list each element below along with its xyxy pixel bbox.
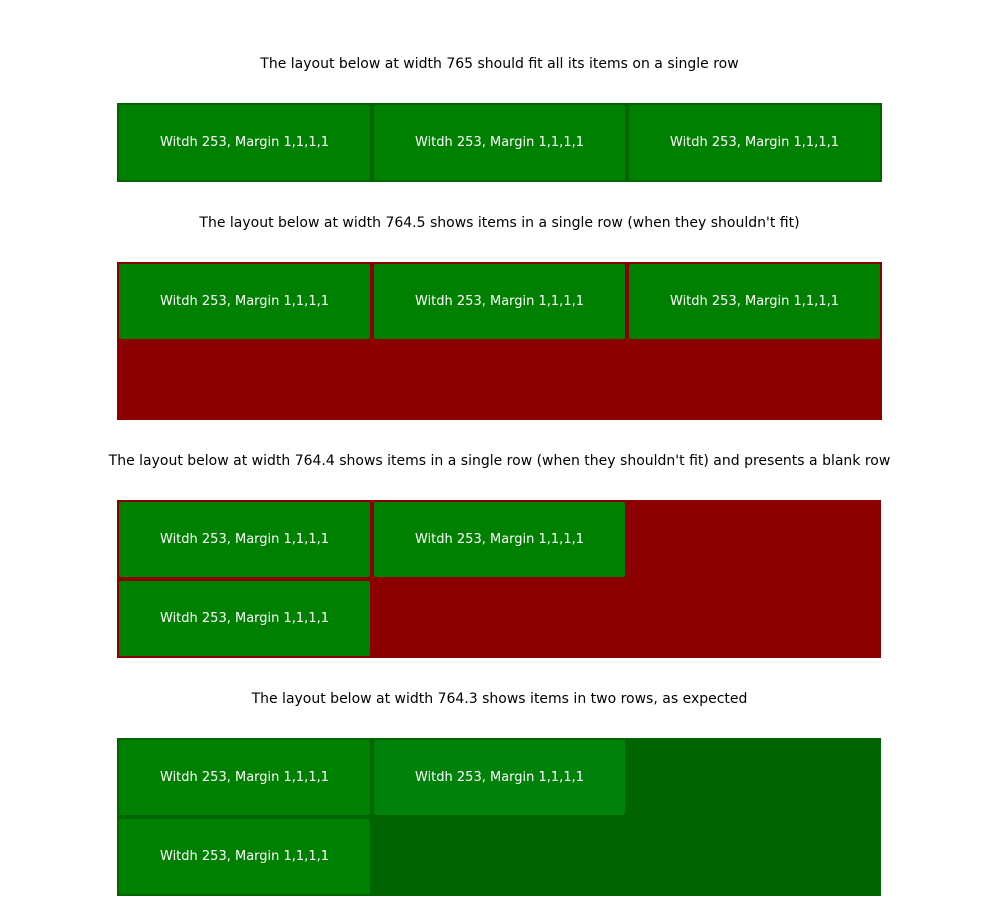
section-1-tile-3: Witdh 253, Margin 1,1,1,1 [629, 105, 880, 180]
section-2-caption: The layout below at width 764.5 shows items in a single row (when they shouldn't fit) [199, 215, 800, 231]
section-3-caption: The layout below at width 764.4 shows items in a single row (when they shouldn't fit) and presents a blank row [108, 453, 891, 469]
section-3-panel-bad [117, 500, 881, 658]
section-4-caption: The layout below at width 764.3 shows items in two rows, as expected [251, 691, 748, 707]
section-4-tile-2: Witdh 253, Margin 1,1,1,1 [374, 740, 625, 815]
section-1-tile-2: Witdh 253, Margin 1,1,1,1 [374, 105, 625, 180]
section-4-panel-ok [117, 738, 881, 896]
section-3-tile-1: Witdh 253, Margin 1,1,1,1 [119, 502, 370, 577]
section-3-tile-2: Witdh 253, Margin 1,1,1,1 [374, 502, 625, 577]
section-1-caption: The layout below at width 765 should fit all its items on a single row [260, 56, 739, 72]
section-1-tile-1: Witdh 253, Margin 1,1,1,1 [119, 105, 370, 180]
section-4-tile-1: Witdh 253, Margin 1,1,1,1 [119, 740, 370, 815]
section-2-tile-2: Witdh 253, Margin 1,1,1,1 [374, 264, 625, 339]
section-2-tile-1: Witdh 253, Margin 1,1,1,1 [119, 264, 370, 339]
section-3-tile-3: Witdh 253, Margin 1,1,1,1 [119, 581, 370, 656]
section-2-tile-3: Witdh 253, Margin 1,1,1,1 [629, 264, 880, 339]
section-4-tile-3: Witdh 253, Margin 1,1,1,1 [119, 819, 370, 894]
section-2-panel-bad [117, 262, 882, 420]
section-1-panel-ok [117, 103, 882, 182]
